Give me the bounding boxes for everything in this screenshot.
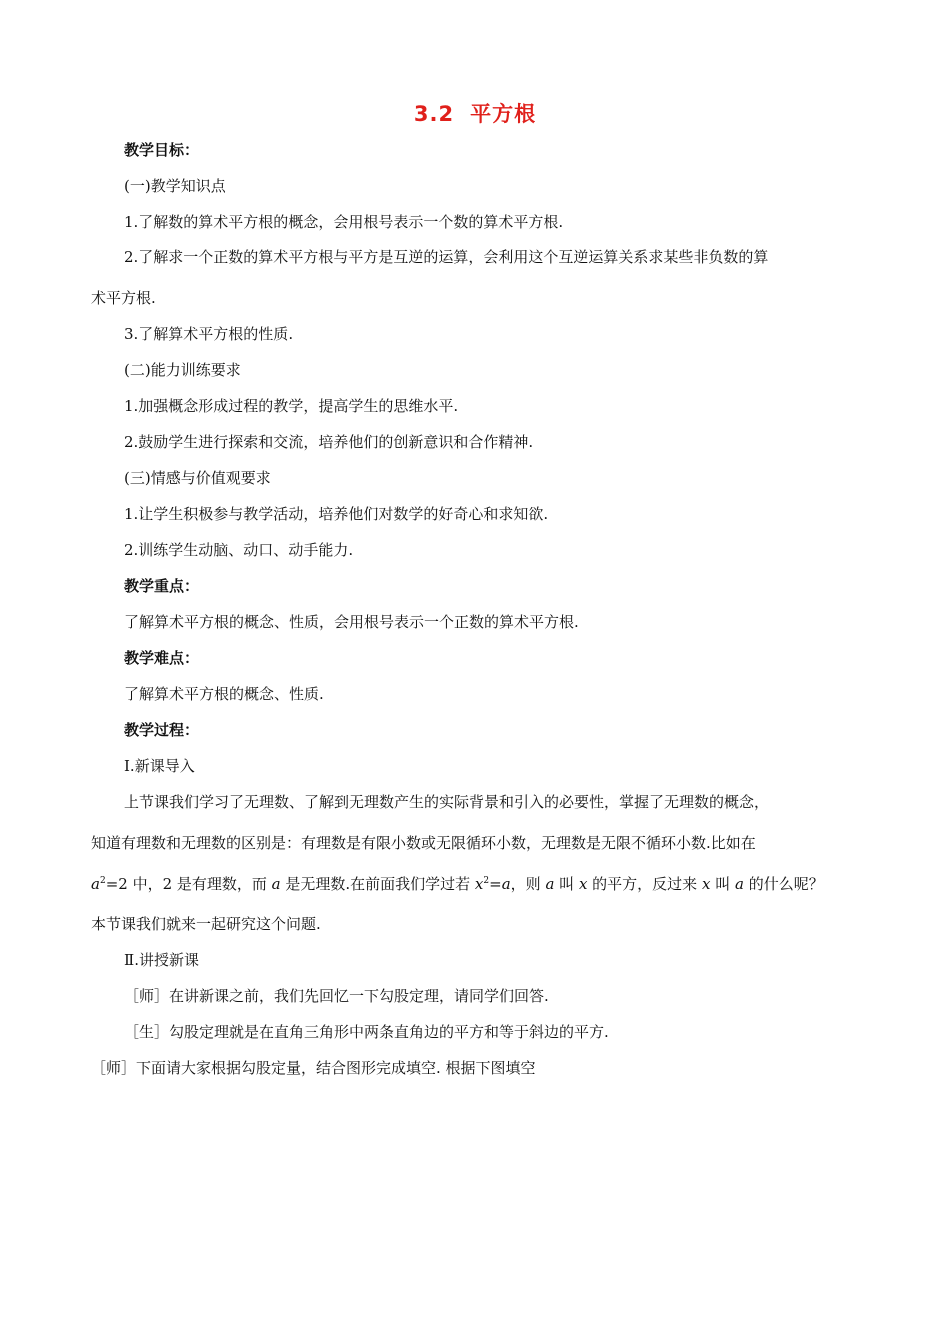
- section-number: 3.2: [413, 102, 455, 126]
- emotion-item-2: 2.训练学生动脑、动口、动手能力.: [124, 541, 354, 559]
- section-1-heading: Ⅰ.新课导入: [124, 757, 195, 775]
- variable-a: a: [734, 875, 744, 893]
- text-segment: 是无理数.在前面我们学过若: [280, 875, 475, 893]
- section-1-paragraph-line-3: [91, 874, 824, 894]
- text-segment: =: [489, 875, 502, 893]
- variable-a: a: [91, 875, 100, 893]
- title-text: 平方根: [470, 102, 537, 126]
- ability-heading: (二)能力训练要求: [124, 361, 241, 379]
- knowledge-item-2-line-2: 术平方根.: [91, 289, 156, 307]
- teacher-line-2: ［师］下面请大家根据勾股定量，结合图形完成填空. 根据下图填空: [91, 1059, 536, 1077]
- text-segment: =2 中，2 是有理数，而: [105, 875, 272, 893]
- page-title: [0, 98, 950, 128]
- key-point-heading: 教学重点：: [124, 577, 200, 595]
- text-segment: 的什么呢？: [743, 875, 824, 893]
- exponent: 2: [483, 876, 490, 886]
- variable-x: x: [578, 875, 588, 893]
- variable-x: x: [474, 875, 484, 893]
- variable-a: a: [501, 875, 511, 893]
- teacher-line-1: ［师］在讲新课之前，我们先回忆一下勾股定理，请同学们回答.: [124, 987, 549, 1005]
- variable-x: x: [701, 875, 711, 893]
- knowledge-item-1: 1.了解数的算术平方根的概念，会用根号表示一个数的算术平方根.: [124, 213, 564, 231]
- text-segment: 的平方，反过来: [587, 875, 702, 893]
- text-segment: ，则: [510, 875, 546, 893]
- process-heading: 教学过程：: [124, 721, 200, 739]
- section-1-paragraph-line-1: 上节课我们学习了无理数、了解到无理数产生的实际背景和引入的必要性，掌握了无理数的概念，: [124, 793, 770, 811]
- section-1-paragraph-line-4: 本节课我们就来一起研究这个问题.: [91, 915, 321, 933]
- ability-item-1: 1.加强概念形成过程的教学，提高学生的思维水平.: [124, 397, 459, 415]
- key-point-text: 了解算术平方根的概念、性质，会用根号表示一个正数的算术平方根.: [124, 613, 579, 631]
- difficulty-heading: 教学难点：: [124, 649, 200, 667]
- exponent: 2: [99, 876, 106, 886]
- emotion-item-1: 1.让学生积极参与教学活动，培养他们对数学的好奇心和求知欲.: [124, 505, 549, 523]
- difficulty-text: 了解算术平方根的概念、性质.: [124, 685, 324, 703]
- section-1-paragraph-line-2: 知道有理数和无理数的区别是：有理数是有限小数或无限循环小数，无理数是无限不循环小数.比如在: [91, 834, 756, 852]
- objectives-heading: 教学目标：: [124, 141, 200, 159]
- knowledge-heading: (一)教学知识点: [124, 177, 226, 195]
- variable-a: a: [545, 875, 555, 893]
- knowledge-item-2-line-1: 2.了解求一个正数的算术平方根与平方是互逆的运算，会利用这个互逆运算关系求某些非负数的算: [124, 248, 769, 266]
- student-line-1: ［生］勾股定理就是在直角三角形中两条直角边的平方和等于斜边的平方.: [124, 1023, 609, 1041]
- knowledge-item-3: 3.了解算术平方根的性质.: [124, 325, 294, 343]
- ability-item-2: 2.鼓励学生进行探索和交流，培养他们的创新意识和合作精神.: [124, 433, 534, 451]
- variable-a: a: [271, 875, 281, 893]
- emotion-heading: (三)情感与价值观要求: [124, 469, 271, 487]
- section-2-heading: Ⅱ.讲授新课: [124, 951, 199, 969]
- text-segment: 叫: [710, 875, 735, 893]
- text-segment: 叫: [554, 875, 579, 893]
